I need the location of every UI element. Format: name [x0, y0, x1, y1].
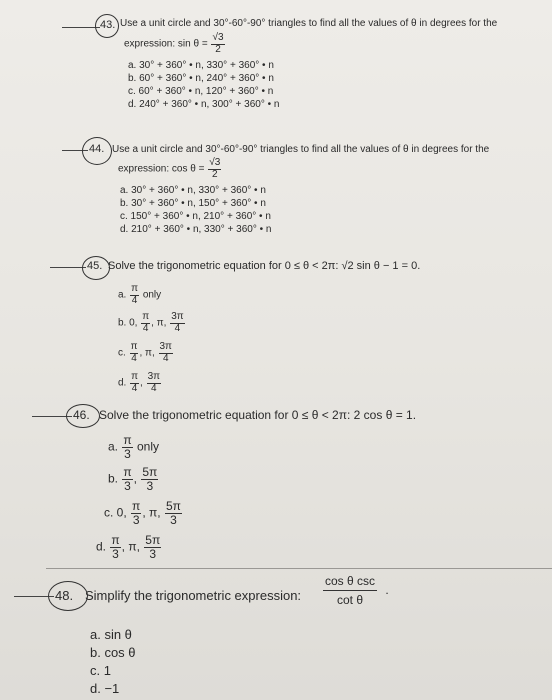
- fraction-43: [211, 33, 224, 55]
- comma: ,: [139, 347, 143, 359]
- q46-a-label: a.: [108, 439, 119, 454]
- comma: ,: [157, 505, 161, 520]
- q45-d-label: d.: [118, 377, 127, 389]
- frac-num: 3π: [147, 371, 161, 382]
- q46-a-frac: [122, 434, 132, 460]
- expression-44: [118, 158, 222, 180]
- frac-den: 4: [174, 322, 181, 334]
- question-number-43: 43.: [100, 19, 116, 31]
- q46-option-b[interactable]: [108, 466, 159, 492]
- fraction-den-44: 2: [211, 168, 218, 180]
- frac-den: 3: [124, 446, 131, 461]
- q46-c-frac-1: [131, 500, 141, 526]
- fraction-num-43: √3: [212, 32, 224, 43]
- frac-den: 4: [131, 382, 138, 394]
- expression-label-43: expression: sin θ =: [124, 38, 208, 50]
- frac-num: 3π: [171, 311, 184, 322]
- q46-b-label: b.: [108, 471, 119, 486]
- question-stem-44: Use a unit circle and 30°-60°-90° triangles to find all the values of θ in degrees for the: [112, 144, 490, 155]
- question-number-46: 46.: [73, 408, 90, 422]
- frac-den: 3: [112, 546, 119, 561]
- q45-b-label: b. 0,: [118, 317, 138, 329]
- frac-den: 3: [149, 546, 157, 561]
- q46-b-frac-1: [122, 466, 132, 492]
- question-number-44: 44.: [89, 143, 105, 155]
- fraction-den-43: 2: [215, 43, 221, 55]
- frac-num: 5π: [145, 533, 161, 547]
- frac-num: 5π: [165, 499, 181, 513]
- frac-num: π: [131, 371, 139, 382]
- q46-d-frac-2: [144, 534, 161, 560]
- frac-num: π: [142, 311, 150, 322]
- q46-a-suffix: only: [136, 439, 159, 454]
- question-number-45: 45.: [87, 260, 103, 272]
- q46-c-label: c. 0,: [104, 505, 127, 520]
- q43-option-c[interactable]: c. 60° + 360° • n, 120° + 360° • n: [128, 86, 274, 97]
- q44-option-d[interactable]: d. 210° + 360° • n, 330° + 360° • n: [120, 224, 272, 235]
- frac-den: 4: [162, 352, 169, 364]
- q43-option-a[interactable]: a. 30° + 360° • n, 330° + 360° • n: [128, 60, 274, 71]
- comma: ,: [151, 347, 155, 359]
- q45-a-label: a.: [118, 289, 127, 301]
- q45-b-frac-1: [141, 312, 150, 334]
- q45-c-frac-2: [159, 342, 173, 364]
- pi-symbol: π: [145, 347, 152, 359]
- question-number-48: 48.: [55, 588, 74, 603]
- page-fold-line: [46, 568, 552, 569]
- frac-num: π: [130, 341, 138, 352]
- pi-symbol: π: [156, 317, 164, 329]
- q45-option-b[interactable]: [118, 312, 186, 334]
- period: .: [385, 582, 389, 597]
- q44-option-c[interactable]: c. 150° + 360° • n, 210° + 360° • n: [120, 211, 271, 222]
- q45-option-d[interactable]: [118, 372, 162, 394]
- q45-option-c[interactable]: [118, 342, 174, 364]
- comma: ,: [136, 539, 140, 554]
- q48-option-a[interactable]: a. sin θ: [90, 627, 132, 642]
- frac-den: 4: [131, 352, 137, 364]
- comma: ,: [151, 317, 154, 329]
- q46-d-frac-1: [110, 534, 120, 560]
- q45-c-frac-1: [130, 342, 139, 364]
- comma: ,: [133, 471, 137, 486]
- q48-option-b[interactable]: b. cos θ: [90, 645, 136, 660]
- pi-symbol: π: [128, 539, 137, 554]
- question-stem-43: Use a unit circle and 30°-60°-90° triangles to find all the values of θ in degrees for the: [120, 18, 498, 29]
- question-stem-46: Solve the trigonometric equation for 0 ≤ θ < 2π: 2 cos θ = 1.: [99, 408, 417, 422]
- frac-num: π: [132, 499, 141, 513]
- q46-c-frac-2: [165, 500, 182, 526]
- frac-num: 3π: [159, 341, 172, 352]
- q46-d-label: d.: [96, 539, 107, 554]
- fraction-den-48: cot θ: [336, 592, 363, 607]
- q46-option-c[interactable]: [104, 500, 183, 526]
- q46-b-frac-2: [141, 466, 158, 492]
- q45-option-a[interactable]: [118, 284, 161, 306]
- q46-option-a[interactable]: [108, 434, 159, 460]
- comma: ,: [142, 505, 146, 520]
- fraction-num-44: √3: [209, 157, 221, 168]
- q43-option-b[interactable]: b. 60° + 360° • n, 240° + 360° • n: [128, 73, 274, 84]
- fraction-num-48: cos θ csc: [323, 575, 377, 591]
- frac-num: 5π: [142, 465, 158, 479]
- q43-option-d[interactable]: d. 240° + 360° • n, 300° + 360° • n: [128, 99, 280, 110]
- frac-num: π: [123, 465, 132, 479]
- q45-d-frac-1: [130, 372, 139, 394]
- fraction-48: [323, 575, 377, 606]
- question-stem-45: Solve the trigonometric equation for 0 ≤ θ < 2π: √2 sin θ − 1 = 0.: [108, 260, 421, 272]
- fraction-44: [208, 158, 221, 180]
- q48-option-c[interactable]: c. 1: [90, 663, 111, 678]
- comma: ,: [163, 317, 167, 329]
- q46-option-d[interactable]: [96, 534, 162, 560]
- pi-symbol: π: [149, 505, 158, 520]
- frac-den: 3: [170, 512, 177, 527]
- q45-d-frac-2: [147, 372, 161, 394]
- question-stem-48: Simplify the trigonometric expression:: [85, 588, 302, 603]
- q45-a-suffix: only: [142, 289, 162, 301]
- expression-43: [124, 33, 226, 55]
- expression-48: [322, 575, 389, 606]
- answer-blank-45[interactable]: [50, 267, 86, 268]
- q45-b-frac-2: [170, 312, 184, 334]
- q45-a-frac: [130, 284, 139, 306]
- expression-label-44: expression: cos θ =: [118, 163, 205, 175]
- frac-num: π: [123, 433, 132, 447]
- frac-den: 3: [132, 512, 140, 527]
- q45-c-label: c.: [118, 347, 126, 359]
- q44-option-b[interactable]: b. 30° + 360° • n, 150° + 360° • n: [120, 198, 266, 209]
- comma: ,: [121, 539, 125, 554]
- comma: ,: [140, 377, 143, 389]
- frac-den: 3: [124, 478, 131, 493]
- q48-option-d[interactable]: d. −1: [90, 681, 120, 696]
- frac-den: 4: [142, 322, 149, 334]
- q44-option-a[interactable]: a. 30° + 360° • n, 330° + 360° • n: [120, 185, 266, 196]
- frac-num: π: [111, 533, 120, 547]
- frac-den: 3: [146, 478, 154, 493]
- frac-den: 4: [151, 382, 157, 394]
- frac-num: π: [131, 283, 139, 294]
- frac-den: 4: [131, 294, 138, 306]
